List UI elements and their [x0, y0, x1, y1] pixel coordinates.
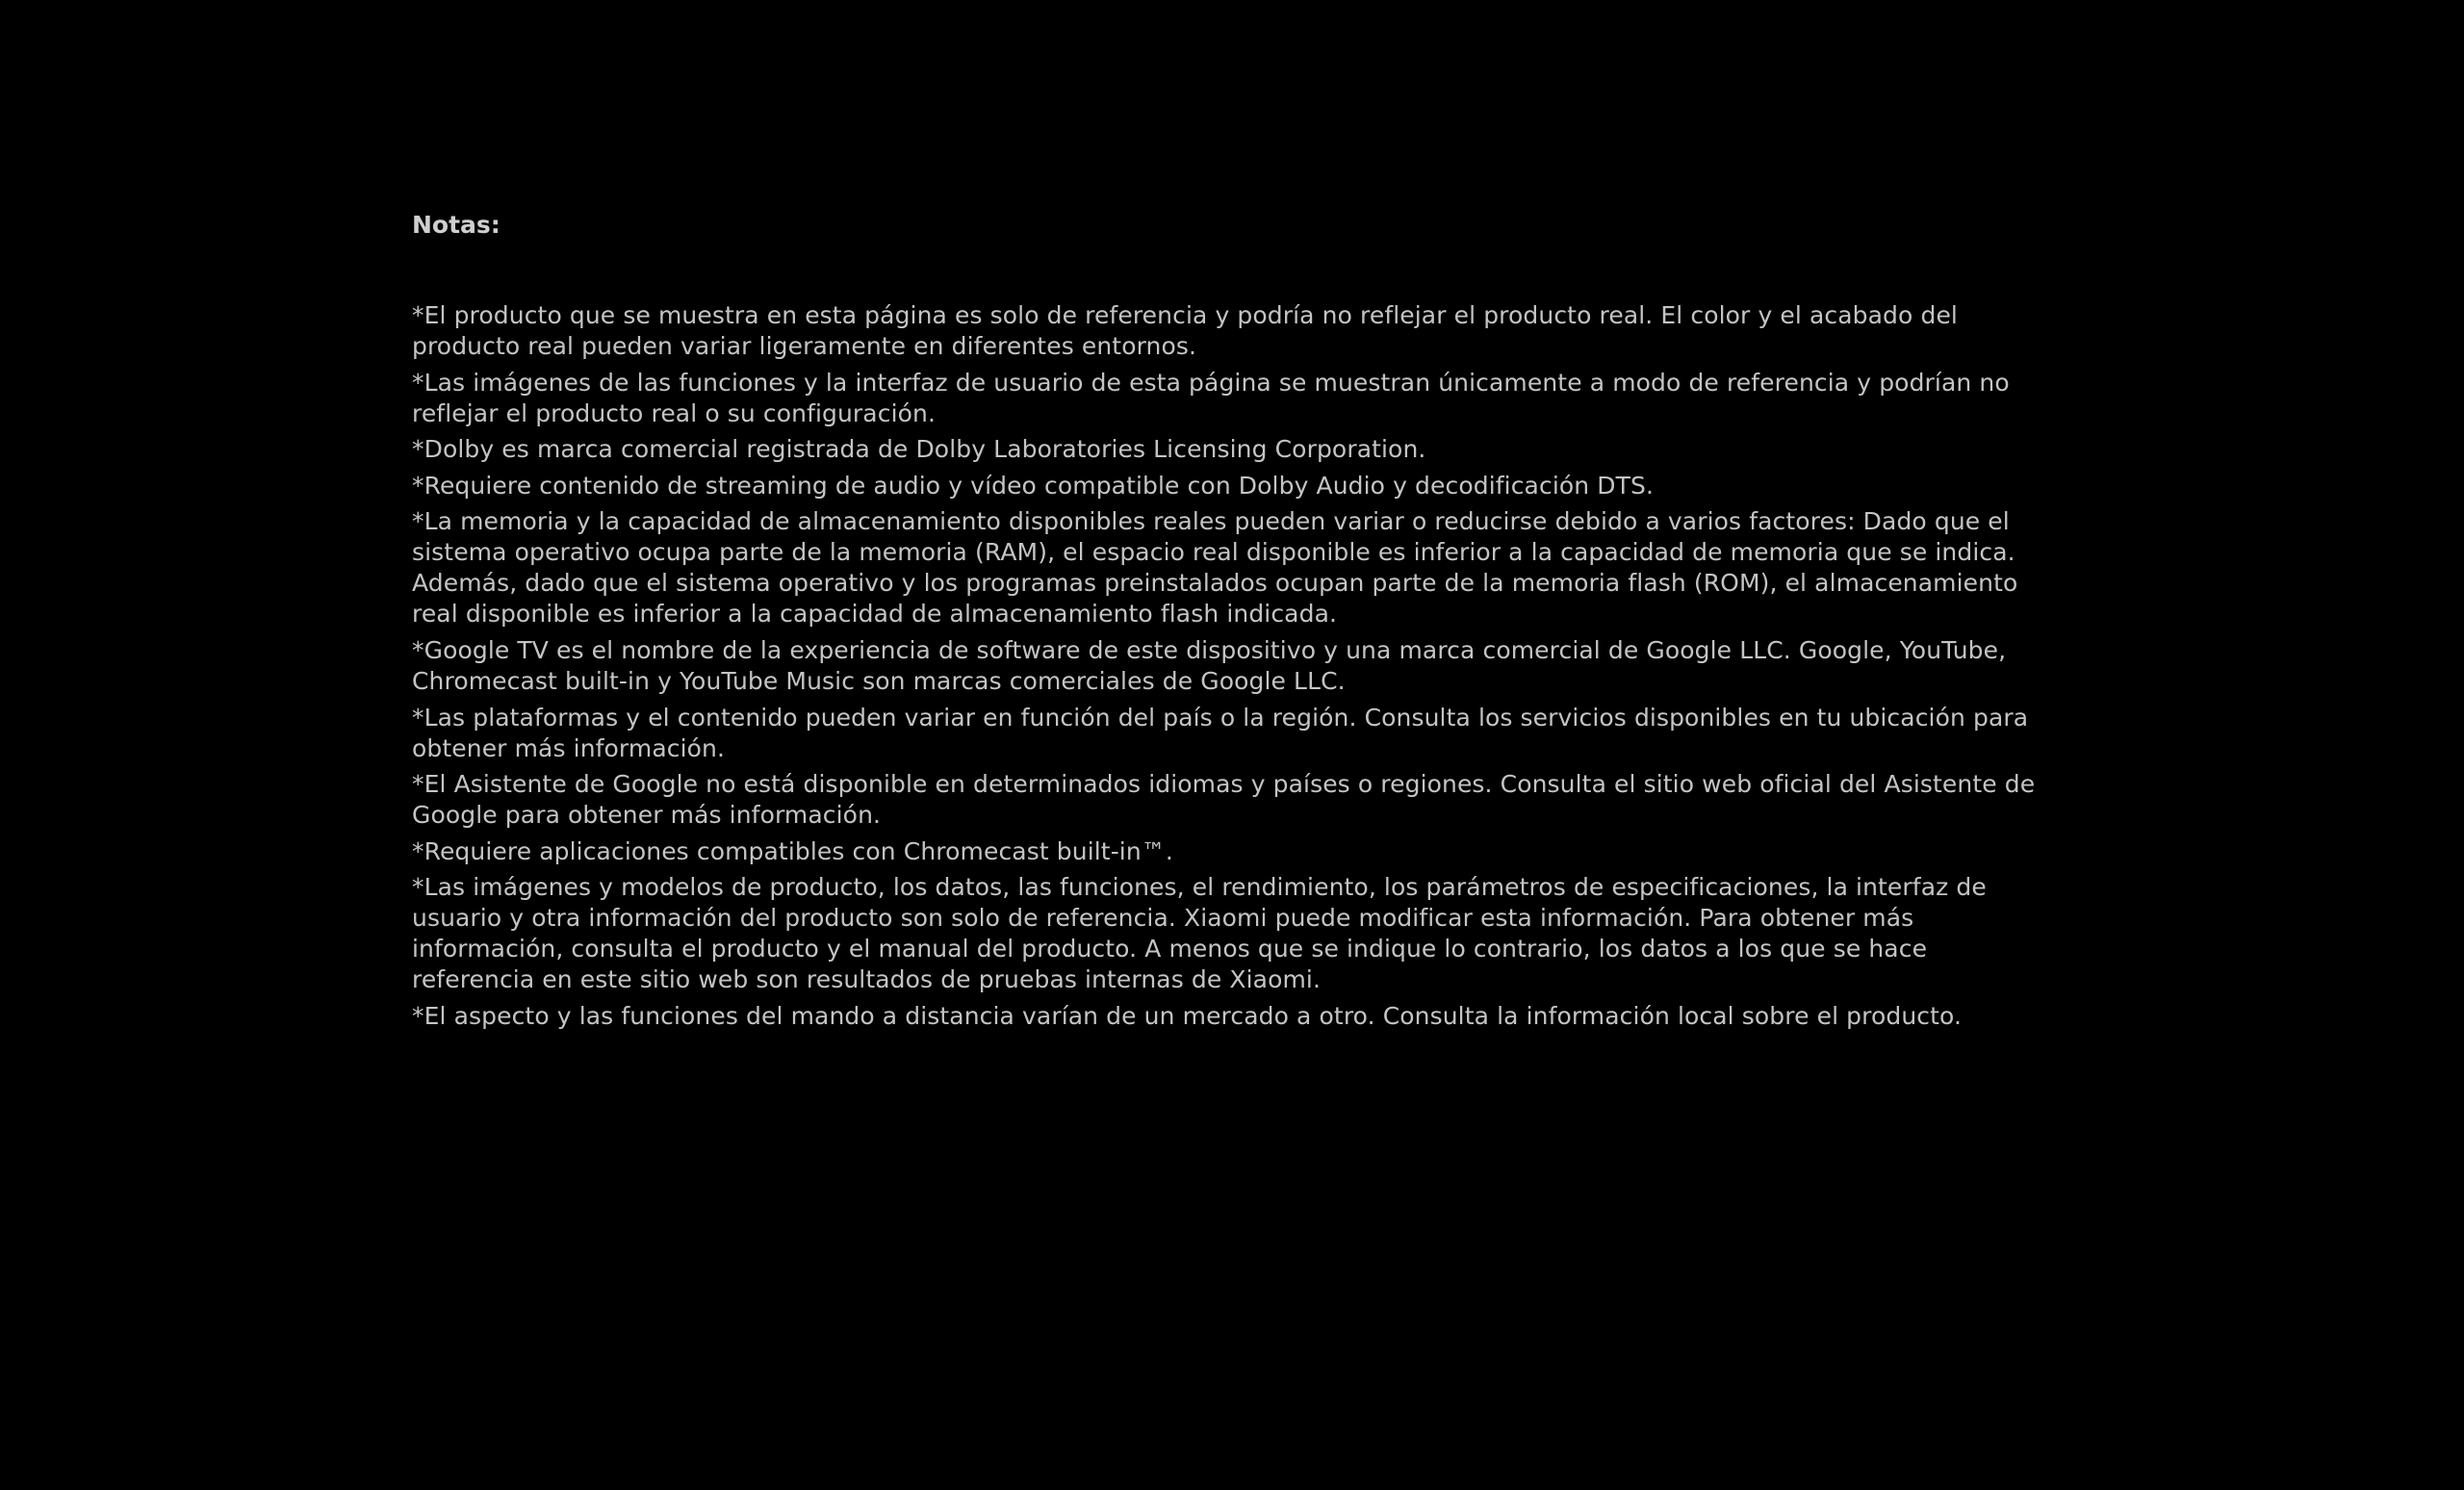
note-item: *Requiere aplicaciones compatibles con Chromecast built-in™. — [412, 836, 1173, 865]
note-item: *Google TV es el nombre de la experiencia de software de este dispositivo y una marca comercial de Google LLC. Google, YouTube, Chromecast built-in y YouTube Music son marcas comerciales de Google LLC. — [412, 635, 2007, 695]
note-item: *Las plataformas y el contenido pueden variar en función del país o la región. Consulta los servicios disponibles en tu ubicación para obtener más información. — [412, 703, 2029, 762]
note-item: *El Asistente de Google no está disponible en determinados idiomas y países o regiones. Consulta el sitio web oficial del Asistente de Google para obtener más información. — [412, 770, 2036, 830]
note-item: *Las imágenes y modelos de producto, los datos, las funciones, el rendimiento, los parámetros de especificaciones, la interfaz de usuario y otra información del producto son solo de referencia. Xiaomi puede modificar esta información. Para obtener más información, consulta el producto y el manual del producto. A menos que se indique lo contrario, los datos a los que se hace referencia en este sitio web son resultados de pruebas internas de Xiaomi. — [412, 873, 1987, 994]
note-item: *Requiere contenido de streaming de audio y vídeo compatible con Dolby Audio y decodificación DTS. — [412, 471, 1654, 500]
note-item: *La memoria y la capacidad de almacenamiento disponibles reales pueden variar o reducirse debido a varios factores: Dado que el sistema operativo ocupa parte de la memoria (RAM), el espacio real disponible es inferior a la capacidad de memoria que se indica. Además, dado que el sistema operativo y los programas preinstalados ocupan parte de la memoria flash (ROM), el almacenamiento real disponible es inferior a la capacidad de almacenamiento flash indicada. — [412, 507, 2018, 629]
note-item: *El producto que se muestra en esta página es solo de referencia y podría no reflejar el producto real. El color y el acabado del producto real pueden variar ligeramente en diferentes entornos. — [412, 301, 1958, 360]
notes-heading: Notas: — [412, 211, 500, 239]
note-item: *El aspecto y las funciones del mando a distancia varían de un mercado a otro. Consulta la información local sobre el producto. — [412, 1001, 1963, 1030]
notes-section — [412, 206, 2048, 1038]
notes-list — [412, 300, 2048, 1032]
note-item: *Dolby es marca comercial registrada de Dolby Laboratories Licensing Corporation. — [412, 435, 1426, 464]
note-item: *Las imágenes de las funciones y la interfaz de usuario de esta página se muestran únicamente a modo de referencia y podrían no reflejar el producto real o su configuración. — [412, 368, 2010, 427]
